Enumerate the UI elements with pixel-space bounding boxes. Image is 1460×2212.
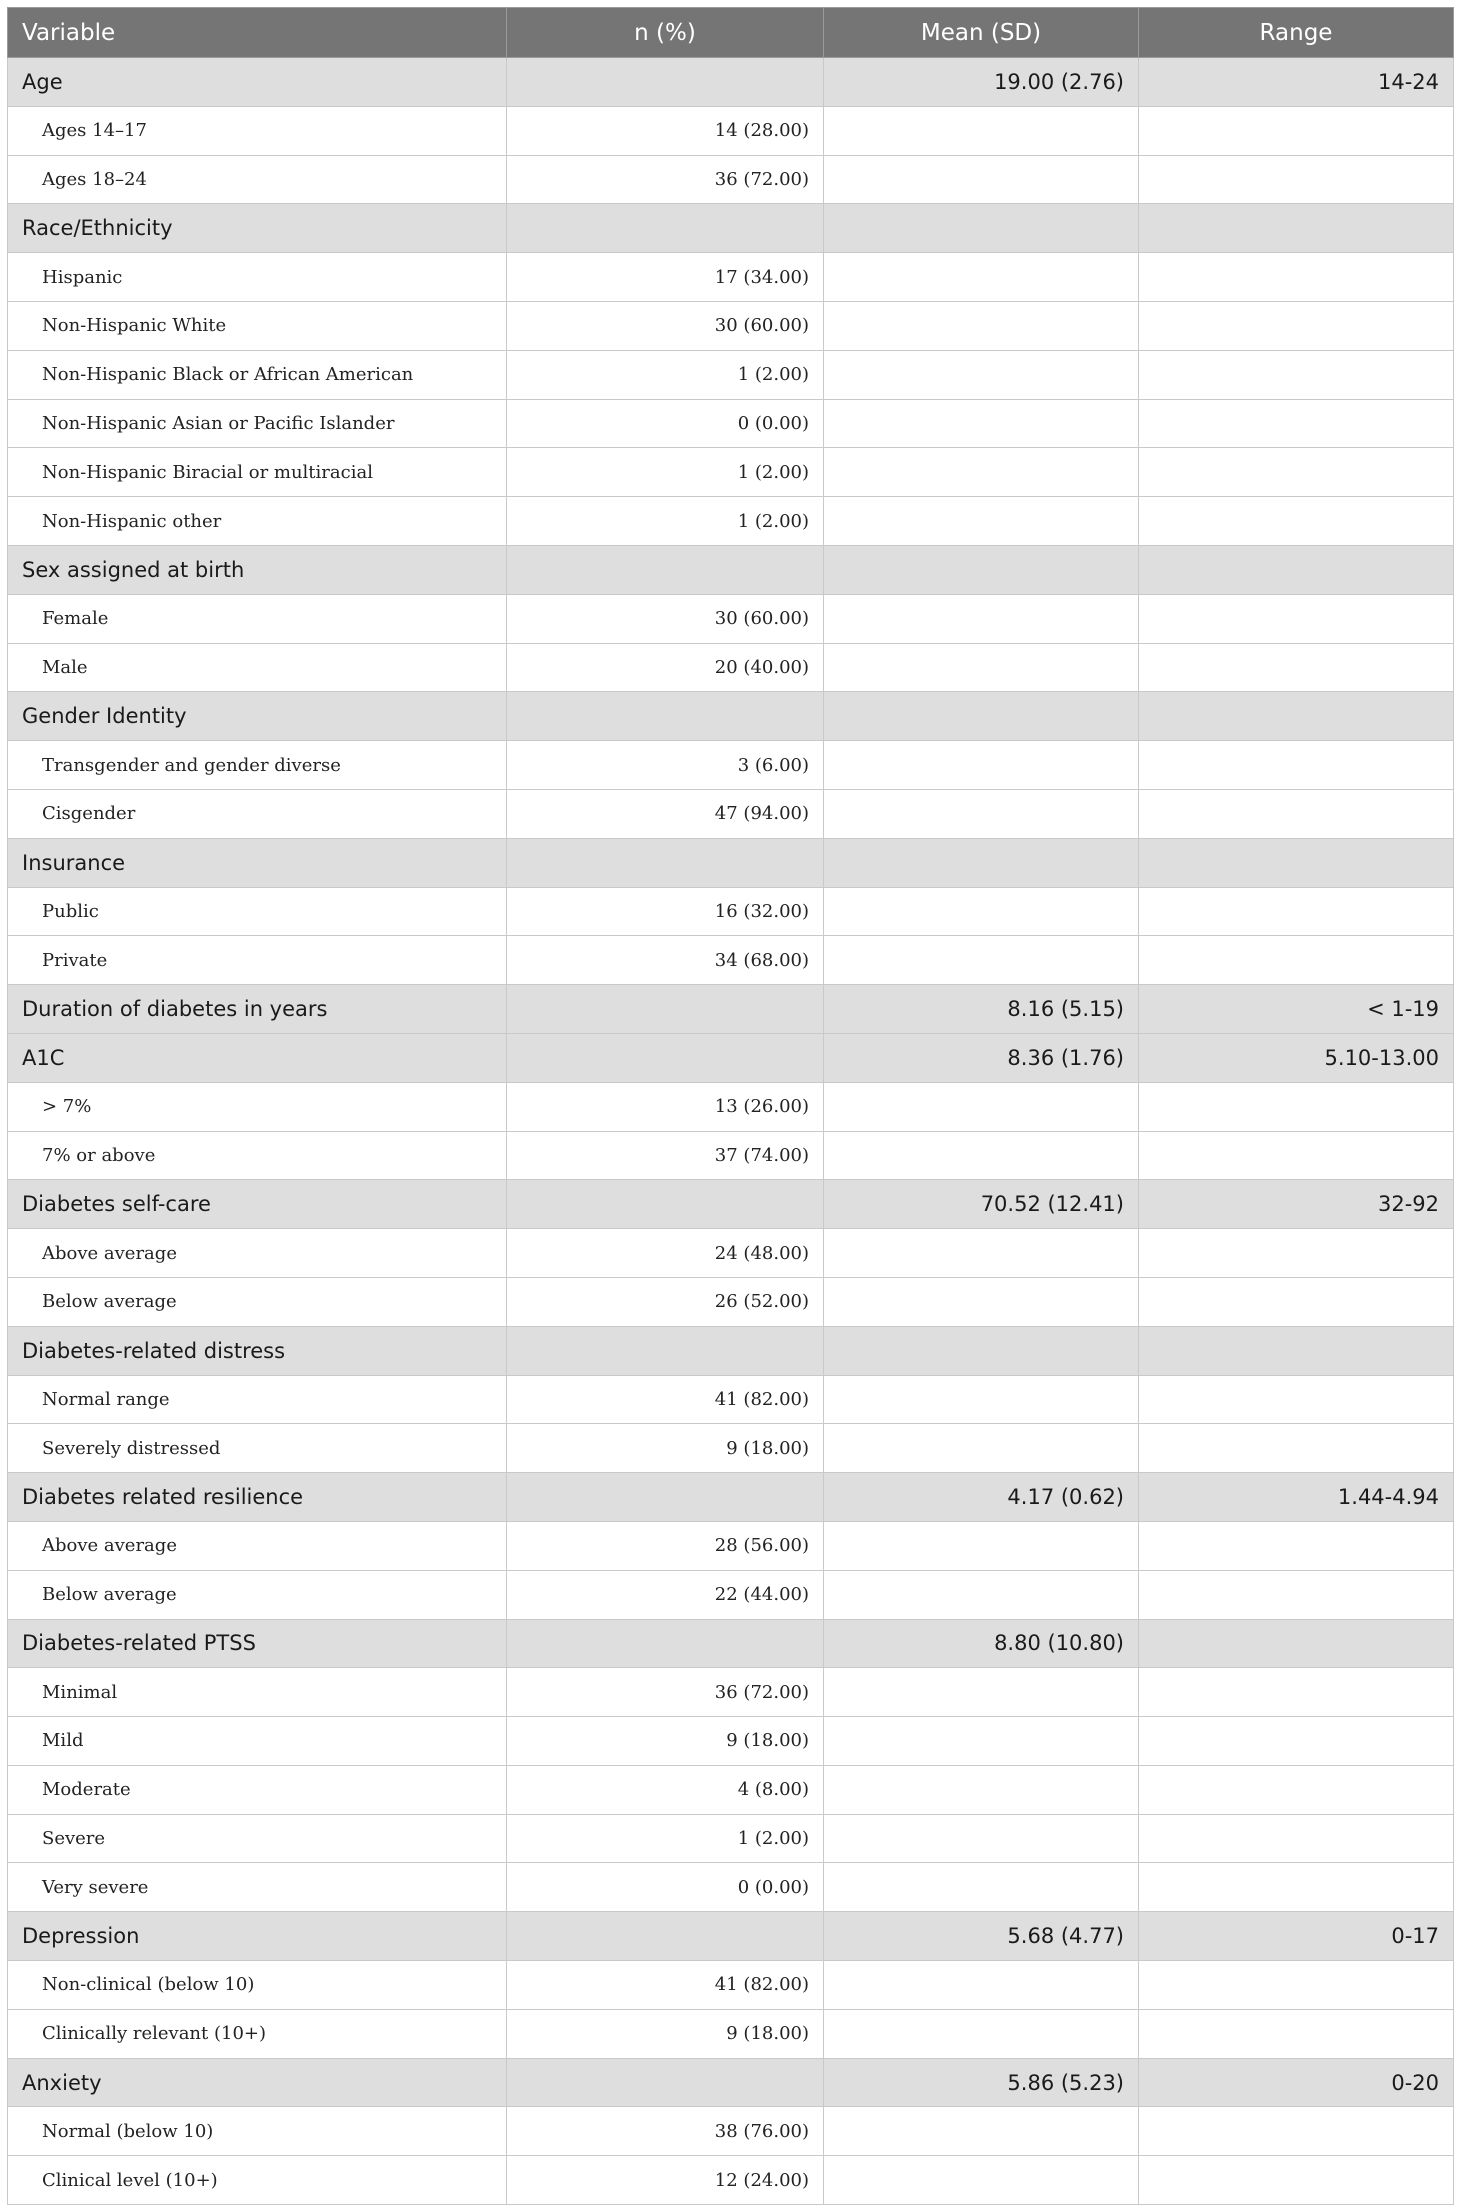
cell-n-percent: 22 (44.00) xyxy=(507,1570,824,1619)
cell-variable: Ages 14–17 xyxy=(8,106,507,155)
cell-n-percent: 9 (18.00) xyxy=(507,2009,824,2058)
cell-n-percent: 20 (40.00) xyxy=(507,643,824,692)
cell-variable: Hispanic xyxy=(8,253,507,302)
cell-n-percent xyxy=(507,204,824,253)
cell-range xyxy=(1139,594,1454,643)
header-n-percent: n (%) xyxy=(507,8,824,58)
cell-range xyxy=(1139,1424,1454,1473)
cell-range xyxy=(1139,253,1454,302)
cell-variable: Severe xyxy=(8,1814,507,1863)
characteristics-table xyxy=(7,7,1454,2205)
cell-mean-sd xyxy=(824,838,1139,887)
cell-n-percent: 17 (34.00) xyxy=(507,253,824,302)
cell-n-percent: 0 (0.00) xyxy=(507,1863,824,1912)
cell-mean-sd xyxy=(824,789,1139,838)
cell-n-percent xyxy=(507,692,824,741)
cell-range xyxy=(1139,448,1454,497)
cell-mean-sd: 8.80 (10.80) xyxy=(824,1619,1139,1668)
table-row xyxy=(8,155,1454,204)
cell-mean-sd xyxy=(824,545,1139,594)
cell-variable: Public xyxy=(8,887,507,936)
cell-mean-sd xyxy=(824,1570,1139,1619)
cell-mean-sd xyxy=(824,448,1139,497)
cell-variable: Race/Ethnicity xyxy=(8,204,507,253)
cell-variable: Non-Hispanic other xyxy=(8,497,507,546)
cell-range xyxy=(1139,1619,1454,1668)
cell-range: 1.44-4.94 xyxy=(1139,1473,1454,1522)
cell-mean-sd xyxy=(824,1082,1139,1131)
cell-range xyxy=(1139,1814,1454,1863)
cell-n-percent: 34 (68.00) xyxy=(507,936,824,985)
table-row xyxy=(8,936,1454,985)
cell-range xyxy=(1139,155,1454,204)
cell-range xyxy=(1139,838,1454,887)
cell-mean-sd xyxy=(824,1814,1139,1863)
table-row xyxy=(8,1229,1454,1278)
table-row xyxy=(8,399,1454,448)
cell-mean-sd xyxy=(824,1375,1139,1424)
cell-variable: Minimal xyxy=(8,1668,507,1717)
table-row xyxy=(8,497,1454,546)
table-group-row xyxy=(8,985,1454,1034)
cell-n-percent: 36 (72.00) xyxy=(507,155,824,204)
cell-range xyxy=(1139,399,1454,448)
cell-variable: Age xyxy=(8,58,507,107)
cell-range xyxy=(1139,692,1454,741)
cell-n-percent xyxy=(507,1180,824,1229)
header-mean-sd: Mean (SD) xyxy=(824,8,1139,58)
cell-n-percent: 47 (94.00) xyxy=(507,789,824,838)
cell-range: 0-17 xyxy=(1139,1912,1454,1961)
cell-mean-sd xyxy=(824,1961,1139,2010)
header-variable: Variable xyxy=(8,8,507,58)
table-row xyxy=(8,1277,1454,1326)
table-row xyxy=(8,1521,1454,1570)
cell-variable: Severely distressed xyxy=(8,1424,507,1473)
table-row xyxy=(8,1668,1454,1717)
cell-range xyxy=(1139,643,1454,692)
cell-variable: Non-Hispanic Asian or Pacific Islander xyxy=(8,399,507,448)
cell-n-percent: 14 (28.00) xyxy=(507,106,824,155)
cell-mean-sd: 8.16 (5.15) xyxy=(824,985,1139,1034)
cell-variable: Non-Hispanic Biracial or multiracial xyxy=(8,448,507,497)
cell-range xyxy=(1139,545,1454,594)
cell-n-percent xyxy=(507,1473,824,1522)
cell-mean-sd xyxy=(824,1229,1139,1278)
cell-range xyxy=(1139,350,1454,399)
cell-n-percent: 30 (60.00) xyxy=(507,301,824,350)
cell-variable: Normal (below 10) xyxy=(8,2107,507,2156)
table-row xyxy=(8,594,1454,643)
cell-mean-sd xyxy=(824,692,1139,741)
table-row xyxy=(8,789,1454,838)
cell-variable: Gender Identity xyxy=(8,692,507,741)
cell-variable: Insurance xyxy=(8,838,507,887)
cell-mean-sd xyxy=(824,399,1139,448)
table-group-row xyxy=(8,1180,1454,1229)
cell-range xyxy=(1139,1082,1454,1131)
cell-range xyxy=(1139,301,1454,350)
table-row xyxy=(8,1424,1454,1473)
cell-variable: Diabetes related resilience xyxy=(8,1473,507,1522)
cell-range xyxy=(1139,1765,1454,1814)
cell-mean-sd xyxy=(824,643,1139,692)
cell-range xyxy=(1139,106,1454,155)
cell-variable: Private xyxy=(8,936,507,985)
table-group-row xyxy=(8,1473,1454,1522)
table-row xyxy=(8,1082,1454,1131)
cell-variable: Mild xyxy=(8,1717,507,1766)
cell-mean-sd xyxy=(824,2009,1139,2058)
cell-variable: Moderate xyxy=(8,1765,507,1814)
cell-variable: Transgender and gender diverse xyxy=(8,741,507,790)
cell-n-percent: 1 (2.00) xyxy=(507,497,824,546)
cell-mean-sd xyxy=(824,741,1139,790)
table-body xyxy=(8,58,1454,2205)
cell-variable: > 7% xyxy=(8,1082,507,1131)
cell-n-percent xyxy=(507,1912,824,1961)
table-group-row xyxy=(8,838,1454,887)
table-group-row xyxy=(8,692,1454,741)
table-group-row xyxy=(8,1033,1454,1082)
header-range: Range xyxy=(1139,8,1454,58)
table-row xyxy=(8,1765,1454,1814)
table-row xyxy=(8,887,1454,936)
cell-variable: Below average xyxy=(8,1277,507,1326)
cell-n-percent: 0 (0.00) xyxy=(507,399,824,448)
cell-mean-sd xyxy=(824,301,1139,350)
cell-variable: Above average xyxy=(8,1229,507,1278)
cell-range xyxy=(1139,789,1454,838)
cell-n-percent: 28 (56.00) xyxy=(507,1521,824,1570)
cell-range xyxy=(1139,1521,1454,1570)
table-group-row xyxy=(8,1619,1454,1668)
cell-variable: Ages 18–24 xyxy=(8,155,507,204)
cell-variable: Non-Hispanic White xyxy=(8,301,507,350)
cell-range xyxy=(1139,1570,1454,1619)
cell-n-percent: 1 (2.00) xyxy=(507,350,824,399)
cell-variable: Above average xyxy=(8,1521,507,1570)
cell-mean-sd: 4.17 (0.62) xyxy=(824,1473,1139,1522)
table-row xyxy=(8,741,1454,790)
cell-range xyxy=(1139,936,1454,985)
cell-mean-sd xyxy=(824,106,1139,155)
cell-mean-sd xyxy=(824,2156,1139,2205)
cell-range xyxy=(1139,2009,1454,2058)
table-row xyxy=(8,1863,1454,1912)
table-row xyxy=(8,350,1454,399)
table-group-row xyxy=(8,1326,1454,1375)
cell-range xyxy=(1139,2156,1454,2205)
cell-n-percent: 1 (2.00) xyxy=(507,1814,824,1863)
cell-variable: Clinically relevant (10+) xyxy=(8,2009,507,2058)
cell-n-percent: 3 (6.00) xyxy=(507,741,824,790)
cell-n-percent xyxy=(507,58,824,107)
cell-n-percent: 38 (76.00) xyxy=(507,2107,824,2156)
table-row xyxy=(8,448,1454,497)
cell-variable: Duration of diabetes in years xyxy=(8,985,507,1034)
cell-range: 32-92 xyxy=(1139,1180,1454,1229)
cell-range xyxy=(1139,204,1454,253)
table-row xyxy=(8,1814,1454,1863)
cell-mean-sd xyxy=(824,1131,1139,1180)
cell-variable: Male xyxy=(8,643,507,692)
cell-n-percent xyxy=(507,985,824,1034)
cell-n-percent xyxy=(507,1619,824,1668)
cell-n-percent: 13 (26.00) xyxy=(507,1082,824,1131)
cell-mean-sd xyxy=(824,887,1139,936)
cell-n-percent: 9 (18.00) xyxy=(507,1424,824,1473)
cell-mean-sd xyxy=(824,497,1139,546)
cell-variable: Non-clinical (below 10) xyxy=(8,1961,507,2010)
table-header-row xyxy=(8,8,1454,58)
cell-range xyxy=(1139,741,1454,790)
cell-range xyxy=(1139,887,1454,936)
cell-variable: Non-Hispanic Black or African American xyxy=(8,350,507,399)
cell-range xyxy=(1139,2107,1454,2156)
cell-n-percent xyxy=(507,1326,824,1375)
cell-n-percent: 12 (24.00) xyxy=(507,2156,824,2205)
cell-mean-sd xyxy=(824,253,1139,302)
cell-n-percent: 1 (2.00) xyxy=(507,448,824,497)
cell-mean-sd xyxy=(824,1717,1139,1766)
cell-n-percent: 41 (82.00) xyxy=(507,1961,824,2010)
table-group-row xyxy=(8,58,1454,107)
cell-range xyxy=(1139,1326,1454,1375)
cell-n-percent xyxy=(507,838,824,887)
cell-variable: Diabetes-related PTSS xyxy=(8,1619,507,1668)
cell-n-percent: 41 (82.00) xyxy=(507,1375,824,1424)
cell-mean-sd xyxy=(824,350,1139,399)
cell-range xyxy=(1139,1277,1454,1326)
table-row xyxy=(8,1717,1454,1766)
cell-range: 0-20 xyxy=(1139,2058,1454,2107)
cell-variable: Very severe xyxy=(8,1863,507,1912)
cell-variable: Anxiety xyxy=(8,2058,507,2107)
table-row xyxy=(8,1375,1454,1424)
table-row xyxy=(8,643,1454,692)
cell-range xyxy=(1139,497,1454,546)
table-row xyxy=(8,1570,1454,1619)
cell-mean-sd: 5.68 (4.77) xyxy=(824,1912,1139,1961)
table-row xyxy=(8,2009,1454,2058)
cell-range: 5.10-13.00 xyxy=(1139,1033,1454,1082)
table-row xyxy=(8,1131,1454,1180)
table-group-row xyxy=(8,545,1454,594)
cell-variable: Diabetes-related distress xyxy=(8,1326,507,1375)
cell-n-percent: 26 (52.00) xyxy=(507,1277,824,1326)
cell-n-percent xyxy=(507,2058,824,2107)
table-group-row xyxy=(8,204,1454,253)
table-group-row xyxy=(8,1912,1454,1961)
cell-range xyxy=(1139,1131,1454,1180)
cell-mean-sd xyxy=(824,1424,1139,1473)
cell-n-percent: 30 (60.00) xyxy=(507,594,824,643)
cell-variable: Normal range xyxy=(8,1375,507,1424)
cell-variable: 7% or above xyxy=(8,1131,507,1180)
cell-range: < 1-19 xyxy=(1139,985,1454,1034)
cell-n-percent: 24 (48.00) xyxy=(507,1229,824,1278)
cell-n-percent xyxy=(507,1033,824,1082)
cell-n-percent: 9 (18.00) xyxy=(507,1717,824,1766)
cell-mean-sd xyxy=(824,2107,1139,2156)
cell-range xyxy=(1139,1668,1454,1717)
cell-range: 14-24 xyxy=(1139,58,1454,107)
cell-mean-sd: 70.52 (12.41) xyxy=(824,1180,1139,1229)
cell-variable: Diabetes self-care xyxy=(8,1180,507,1229)
cell-n-percent: 4 (8.00) xyxy=(507,1765,824,1814)
cell-n-percent: 36 (72.00) xyxy=(507,1668,824,1717)
table-group-row xyxy=(8,2058,1454,2107)
cell-n-percent: 16 (32.00) xyxy=(507,887,824,936)
cell-variable: Female xyxy=(8,594,507,643)
table-row xyxy=(8,253,1454,302)
cell-variable: Sex assigned at birth xyxy=(8,545,507,594)
table-row xyxy=(8,2156,1454,2205)
table-row xyxy=(8,106,1454,155)
table-row xyxy=(8,1961,1454,2010)
cell-mean-sd: 5.86 (5.23) xyxy=(824,2058,1139,2107)
cell-range xyxy=(1139,1863,1454,1912)
cell-variable: A1C xyxy=(8,1033,507,1082)
cell-range xyxy=(1139,1229,1454,1278)
cell-mean-sd xyxy=(824,1863,1139,1912)
cell-mean-sd: 19.00 (2.76) xyxy=(824,58,1139,107)
cell-mean-sd: 8.36 (1.76) xyxy=(824,1033,1139,1082)
cell-n-percent: 37 (74.00) xyxy=(507,1131,824,1180)
cell-mean-sd xyxy=(824,1277,1139,1326)
cell-mean-sd xyxy=(824,1326,1139,1375)
cell-mean-sd xyxy=(824,936,1139,985)
cell-mean-sd xyxy=(824,1668,1139,1717)
cell-mean-sd xyxy=(824,594,1139,643)
cell-variable: Cisgender xyxy=(8,789,507,838)
cell-range xyxy=(1139,1375,1454,1424)
cell-variable: Below average xyxy=(8,1570,507,1619)
table-row xyxy=(8,2107,1454,2156)
cell-range xyxy=(1139,1961,1454,2010)
cell-n-percent xyxy=(507,545,824,594)
cell-variable: Depression xyxy=(8,1912,507,1961)
cell-mean-sd xyxy=(824,204,1139,253)
table-row xyxy=(8,301,1454,350)
cell-variable: Clinical level (10+) xyxy=(8,2156,507,2205)
cell-mean-sd xyxy=(824,1521,1139,1570)
cell-mean-sd xyxy=(824,155,1139,204)
cell-mean-sd xyxy=(824,1765,1139,1814)
cell-range xyxy=(1139,1717,1454,1766)
